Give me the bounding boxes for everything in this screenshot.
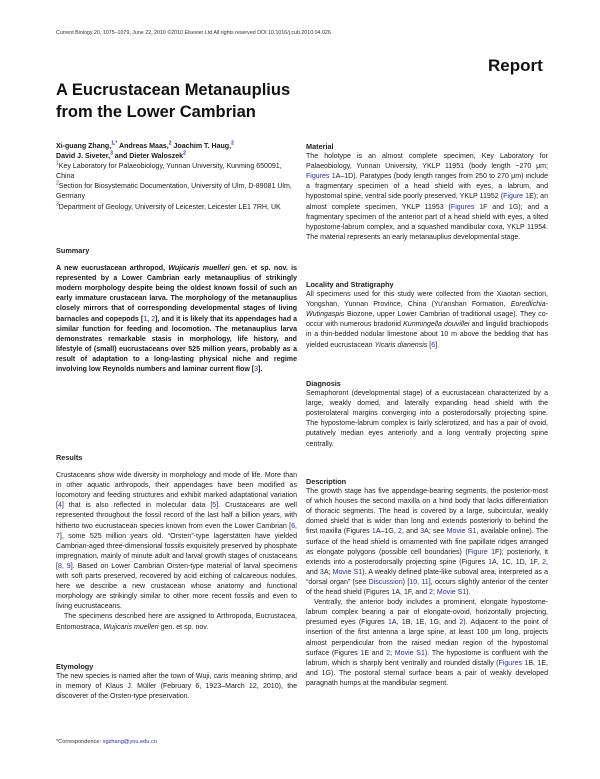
- reference-link[interactable]: Movie S1: [394, 649, 425, 657]
- affiliation-marker: 1,*: [111, 140, 118, 147]
- reference-link[interactable]: 2: [386, 649, 391, 657]
- affiliation-number: 2: [56, 181, 59, 188]
- section-diagnosis: [306, 379, 548, 450]
- reference-link[interactable]: 1: [387, 619, 392, 627]
- text-run: E and: [364, 649, 387, 657]
- text-run: A; see: [424, 528, 447, 536]
- text-run: ;: [390, 649, 395, 657]
- paragraph: [306, 389, 548, 450]
- text-run: ;: [432, 589, 437, 597]
- section-results: [56, 453, 297, 633]
- reference-link[interactable]: 1: [371, 528, 376, 536]
- section-heading: Results: [56, 453, 83, 462]
- reference-link[interactable]: Figures 1: [306, 173, 336, 181]
- text-run: David J. Siveter,: [56, 153, 111, 161]
- reference-link[interactable]: 8, 9: [57, 562, 71, 570]
- reference-link[interactable]: 1: [488, 558, 493, 566]
- reference-link[interactable]: 2: [429, 589, 433, 597]
- text-run: Xi-guang Zhang,: [56, 143, 112, 150]
- paragraph: [306, 598, 548, 689]
- text-run: B, 1E, and 1G). The postoral sternal surface bears a pair of weakly developed paragnath humps at the mandibular segment.: [306, 659, 549, 687]
- text-run: A, 1C, 1D, 1F,: [492, 558, 543, 566]
- affiliation-number: 1: [56, 160, 59, 167]
- reference-link[interactable]: Figures 1: [450, 203, 484, 211]
- text-run: ]. Crustaceans are well represented throughout the fossil record of the last half a billion years, with hitherto two eucrustacean species known from even the Lower Cambrian [: [56, 502, 297, 530]
- text-run: The specimens described here are assigned to Arthropoda, Eucrustacea, Entomostraca,: [56, 613, 297, 631]
- reference-link[interactable]: 4: [57, 502, 62, 510]
- section-heading: Material: [306, 142, 334, 151]
- text-run: Semaphoront (developmental stage) of a eucrustacean characterized by a large, weakly domed, and laterally expanding head shield with the posterolateral margins converging into a posterodorsally projecting spine. The hypostome-labrum complex is fairly sclerotized, and has a pair of ovoid, putatively median eyes anteriorly and a long ventrally projecting spine centrally.: [306, 390, 548, 448]
- reference-link[interactable]: Figure 1: [503, 193, 530, 201]
- running-head: Current Biology 20, 1075–1079, June 22, 2010 ©2010 Elsevier Ltd All rights reserved DOI 10.1016/j.cub.2010.04.026: [56, 30, 331, 36]
- text-run: Yicaris dianensis: [374, 341, 428, 349]
- text-run: ].: [258, 366, 263, 374]
- reference-link[interactable]: 1: [391, 589, 396, 597]
- section-heading: Description: [306, 477, 347, 486]
- section-heading: Locality and Stratigraphy: [306, 280, 394, 289]
- text-run: caris: [213, 673, 229, 681]
- text-run: ]. Based on Lower Cambrian Orsten-type material of larval specimens with soft parts preserved, recovered by acid etching of calcareous nodules, here we describe a new crustacean whose anatomy and functional morphology are strikingly similar to other more recent fossils and even to living eucrustaceans.: [56, 562, 297, 611]
- affiliation-marker: 2: [183, 150, 186, 157]
- paragraph: [306, 152, 548, 243]
- reference-link[interactable]: Movie S1: [332, 568, 363, 576]
- correspondence-label: *Correspondence:: [56, 739, 103, 745]
- section-heading: Diagnosis: [306, 379, 341, 388]
- author-line: [56, 142, 297, 152]
- affiliation-text: Section for Biosystematic Documentation, University of Ulm, D-89081 Ulm, Germany: [56, 183, 292, 201]
- text-run: F); posteriorly, it extends into a posterodorsally projecting spine (Figures: [306, 548, 548, 566]
- reference-link[interactable]: 1: [143, 315, 148, 323]
- text-run: E); an almost complete specimen, YKLP 11953 (: [306, 193, 548, 211]
- paragraph: [306, 290, 548, 351]
- text-run: gen. et sp. nov.: [158, 623, 209, 631]
- reference-link[interactable]: 2: [151, 315, 156, 323]
- text-run: A;: [323, 568, 333, 576]
- correspondence-footnote: [56, 739, 157, 745]
- title-line: A Eucrustacean Metanauplius: [56, 81, 291, 99]
- section-etymology: [56, 662, 297, 702]
- text-run: All specimens used for this study were collected from the Xiaotan section, Yongshan, Yunnan Province, China (Yu'anshan Formation,: [306, 291, 548, 309]
- reference-link[interactable]: Movie S1: [436, 589, 467, 597]
- text-run: A, 1B, 1E, 1G, and: [391, 619, 460, 627]
- reference-link[interactable]: 5: [212, 502, 217, 510]
- affiliation-text: Department of Geology, University of Leicester, Leicester LE1 7RH, UK: [58, 203, 281, 211]
- text-run: meaning shrimp, and in memory of Klaus J. Müller (February 6, 1923–March 12, 2010), the discoverer of the Orsten-type preservation.: [56, 673, 297, 701]
- paragraph: [56, 612, 297, 632]
- text-run: , available online). The surface of the head shield is ornamented with fine papillate ridges arranged as elongate polygons (possible cell boundaries) (: [306, 528, 548, 556]
- text-run: Eoredlichia-Wutingaspis: [306, 301, 548, 319]
- text-run: and lingulid brachiopods in a thin-bedded nodular limestone about 10 m above the bedding that has yielded eucrustacean: [306, 321, 548, 349]
- text-run: Joachim T. Haug,: [171, 143, 232, 150]
- text-run: Andreas Maas,: [117, 143, 169, 150]
- section-description: [306, 477, 548, 689]
- text-run: A–1G,: [375, 528, 399, 536]
- section-locality: [306, 280, 548, 351]
- text-run: A–1D). Paratypes (body length ranges from 250 to 270 μm) include a fragmentary specimen of a head shield with eyes, a labrum, and hypostomal spine, ventral side poorly preserved, YKLP 11952 (: [306, 173, 548, 201]
- text-run: ].: [435, 341, 440, 349]
- reference-link[interactable]: 1: [360, 649, 365, 657]
- reference-link[interactable]: 3: [254, 366, 259, 374]
- affiliation-number: 3: [56, 201, 59, 208]
- affiliation-text: Key Laboratory for Palaeobiology, Yunnan University, Kunming 650091, China: [56, 163, 282, 181]
- reference-link[interactable]: 6, 7: [56, 522, 297, 540]
- reference-link[interactable]: Figures 1: [498, 659, 529, 667]
- text-run: F and 1G); and a fragmentary specimen of the anterior part of a head shield with eyes, a tilted hypostome-labrum complex, and a squashed mandibular coxa, YKLP 11954. The material represents an early metanauplius developmental stage.: [306, 203, 548, 241]
- reference-link[interactable]: Figure 1: [467, 548, 496, 556]
- reference-link[interactable]: Discussion: [368, 578, 403, 586]
- text-run: ,: [147, 315, 152, 323]
- text-run: The holotype is an almost complete specimen, Key Laboratory for Palaeobiology, Yunnan University, YKLP 11951 (body length ~270 μm;: [306, 153, 548, 171]
- section-heading: Etymology: [56, 662, 94, 671]
- text-run: gen. et sp. nov. is represented by a Lower Cambrian early metanauplius of strikingly modern morphology despite being the oldest known fossil of such an early immature crustacean larva. The morphology of the metanauplius closely mirrors that of corresponding developmental stages of living barnacles and copepods [: [56, 265, 298, 323]
- text-run: ], occurs slightly anterior of the center of the head shield (Figures: [306, 578, 548, 597]
- paragraph: [56, 264, 297, 375]
- text-run: The new species is named after the town of Wuji,: [56, 673, 214, 681]
- article-type: Report: [488, 56, 543, 75]
- section-summary: [56, 246, 297, 375]
- affiliation-marker: 3: [110, 150, 113, 157]
- author-block: [56, 142, 297, 213]
- reference-link[interactable]: Movie S1: [446, 528, 477, 536]
- text-run: ) [: [402, 578, 410, 586]
- section-heading: Summary: [56, 246, 90, 255]
- title-line: from the Lower Cambrian: [56, 103, 256, 121]
- text-run: ], some 525 million years old. “Orsten”-type lagerstätten have yielded Cambrian-aged three-dimensional fossils exquisitely preserved by phosphate impregnation, mainly of minute adult and larval growth stages of crustaceans [: [56, 532, 297, 570]
- text-run: [: [427, 341, 432, 349]
- text-run: ). A weakly defined plate-like suboval area, interpreted as a “dorsal organ” (see: [306, 568, 548, 586]
- reference-link[interactable]: 2: [542, 558, 547, 566]
- paragraph: [56, 471, 297, 612]
- text-run: A new eucrustacean arthropod,: [56, 265, 169, 273]
- text-run: Crustaceans show wide diversity in morphology and mode of life. More than in other aquatic arthropods, their appendages have been modified as locomotory and feeding structures and exhibit marked adaptational variation [: [56, 472, 297, 510]
- text-run: ] that is also reflected in molecular data [: [61, 502, 213, 510]
- affiliation: [56, 203, 297, 213]
- reference-link[interactable]: 6: [431, 341, 436, 349]
- author-line: [56, 152, 297, 162]
- text-run: Ventrally, the anterior body includes a prominent, elongate hypostome-labrum complex bearing a pair of elongate-ovoid, horizontally projecting, presumed eyes (Figures: [306, 599, 548, 627]
- section-material: [306, 142, 548, 243]
- text-run: and Dieter Waloszek: [112, 153, 184, 161]
- text-run: Wujicaris muelleri: [168, 265, 230, 273]
- reference-link[interactable]: 10, 11: [409, 578, 429, 586]
- reference-link[interactable]: 3: [319, 568, 324, 576]
- text-run: The growth stage has five appendage-bearing segments, the posterior-most of which houses the second maxilla on a hind body that lacks differentiation of thoracic segments. The head is covered by a large, subcircular, weakly domed shield that is wider than long and extends posteriorly to behind the first maxilla (Figures: [306, 488, 548, 536]
- text-run: ).: [466, 589, 471, 597]
- article-title: [56, 79, 290, 123]
- text-run: A, 1F, and: [395, 589, 430, 597]
- spacer: [56, 463, 297, 471]
- paragraph: [56, 672, 297, 702]
- reference-link[interactable]: 2: [459, 619, 464, 627]
- text-run: ). The hypostome is confluent with the labrum, which is sharply bent ventrally and rounded distally (: [306, 649, 549, 667]
- affiliation-marker: 2: [168, 140, 172, 147]
- spacer: [56, 256, 297, 264]
- text-run: ], and it is likely that its appendages had a similar function for feeding and locomotion. The metanauplius larva demonstrates remarkable stasis in morphology, life history, and lifestyle of (small) eucrustaceans over 525 million years, probably as a result of adaptation to a long-lasting physical niche and regime involving low Reynolds numbers and laminar current flow [: [56, 315, 298, 374]
- text-run: Biozone, upper Lower Cambrian of traditional usage). They co-occur with numerous bradoriid: [306, 311, 548, 329]
- affiliation-marker: 2: [231, 140, 234, 147]
- text-run: , and: [306, 558, 548, 576]
- text-run: ). Adjacent to the point of insertion of the first antenna a large spine, at least 100 μm long, projects almost perpendicular from the raised median region of the hypostomal surface (Figures: [306, 619, 548, 657]
- paragraph: [306, 487, 548, 598]
- text-run: , and: [401, 528, 421, 536]
- text-run: Wujicaris muelleri: [103, 623, 159, 631]
- reference-link[interactable]: 2: [398, 528, 402, 536]
- text-run: Kunmingella douvillei: [403, 321, 470, 329]
- affiliation: [56, 162, 297, 182]
- affiliation: [56, 182, 297, 202]
- email-link[interactable]: xgzhang@ynu.edu.cn: [102, 739, 157, 745]
- reference-link[interactable]: 3: [420, 528, 425, 536]
